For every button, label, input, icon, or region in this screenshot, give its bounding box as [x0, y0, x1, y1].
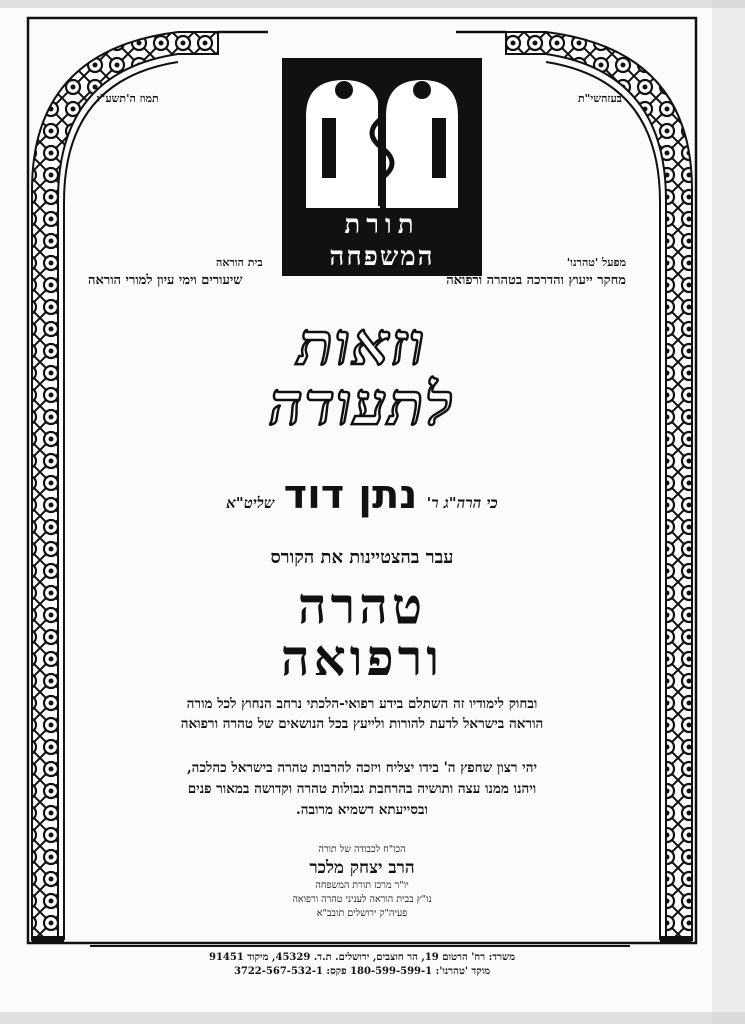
- footer-divider: [90, 945, 630, 947]
- course-name-line2: ורפואה: [280, 628, 444, 687]
- certificate-frame: [18, 10, 706, 1010]
- course-intro: עבר בהצטיינות את הקורס: [270, 547, 454, 568]
- signature-title1: יו"ר מרכז תורת המשפחה: [315, 880, 409, 891]
- recipient-line: [18, 472, 706, 518]
- date-text: תמוז ה'תשע"ג: [96, 92, 159, 105]
- left-column-text: שיעורים וימי עיון למורי הוראה: [88, 273, 243, 288]
- signature-intro: הכו"ח לכבודה של תורה: [318, 844, 406, 855]
- certificate-title-line2: לתעודה: [269, 370, 455, 438]
- logo-torat-hamishpacha: [282, 58, 482, 276]
- recipient-suffix: שליט"א: [226, 494, 275, 512]
- body2-line2: ויהנו ממנו עצה ותושיה בהרחבת גבולות טהרה וקדושה במאור פנים: [187, 781, 537, 797]
- left-column-label: בית הוראה: [216, 256, 263, 269]
- logo-line1: תורת: [344, 210, 420, 240]
- right-column-text: מחקר ייעוץ והדרכה בטהרה ורפואה: [446, 273, 626, 288]
- scan-noise-bottom: [0, 1012, 745, 1024]
- signature-title2: נו"ץ בבית הוראה לעניני טהרה ורפואה: [292, 894, 432, 905]
- certificate-title-line1: וזאות: [297, 310, 427, 378]
- course-name-line1: טהרה: [297, 576, 427, 635]
- logo-line2: המשפחה: [329, 242, 435, 272]
- signature-title3: פעיה"ק ירושלים תובב"א: [316, 908, 408, 919]
- footer-line1: משרד: רח' הרטום 19, הר חוצבים, ירושלים. ת.ד. 45329, מיקוד 91451: [209, 952, 515, 963]
- body1-line1: ובחוק לימודיו זה השתלם בידע רפואי-הלכתי נרחב הנחוץ לכל מורה: [186, 696, 538, 712]
- recipient-prefix: כי הרה"ג ר': [426, 494, 498, 512]
- signature-name: הרב יצחק מלכר: [309, 858, 415, 878]
- body1-line2: הוראה בישראל לדעת להורות ולייעץ בכל הנושאים של טהרה ורפואה: [180, 716, 544, 732]
- body2-line3: ובסייעתא דשמיא מרובה.: [296, 802, 428, 818]
- scan-noise-right: [712, 0, 745, 1024]
- recipient-name: נתן דוד: [283, 472, 418, 518]
- right-column-label: מפעל 'טהרנו': [566, 256, 626, 269]
- scan-noise-top: [0, 0, 745, 8]
- besiyata-dishmaya-text: בעזהשי"ת: [577, 92, 622, 105]
- footer-line2: מוקד 'טהרנו': 180-599-599-1 פקס: 3722-567-532-1: [233, 966, 491, 977]
- body2-line1: יהי רצון שחפץ ה' בידו יצליח ויזכה להרבות טהרה בישראל כהלכה,: [186, 760, 538, 776]
